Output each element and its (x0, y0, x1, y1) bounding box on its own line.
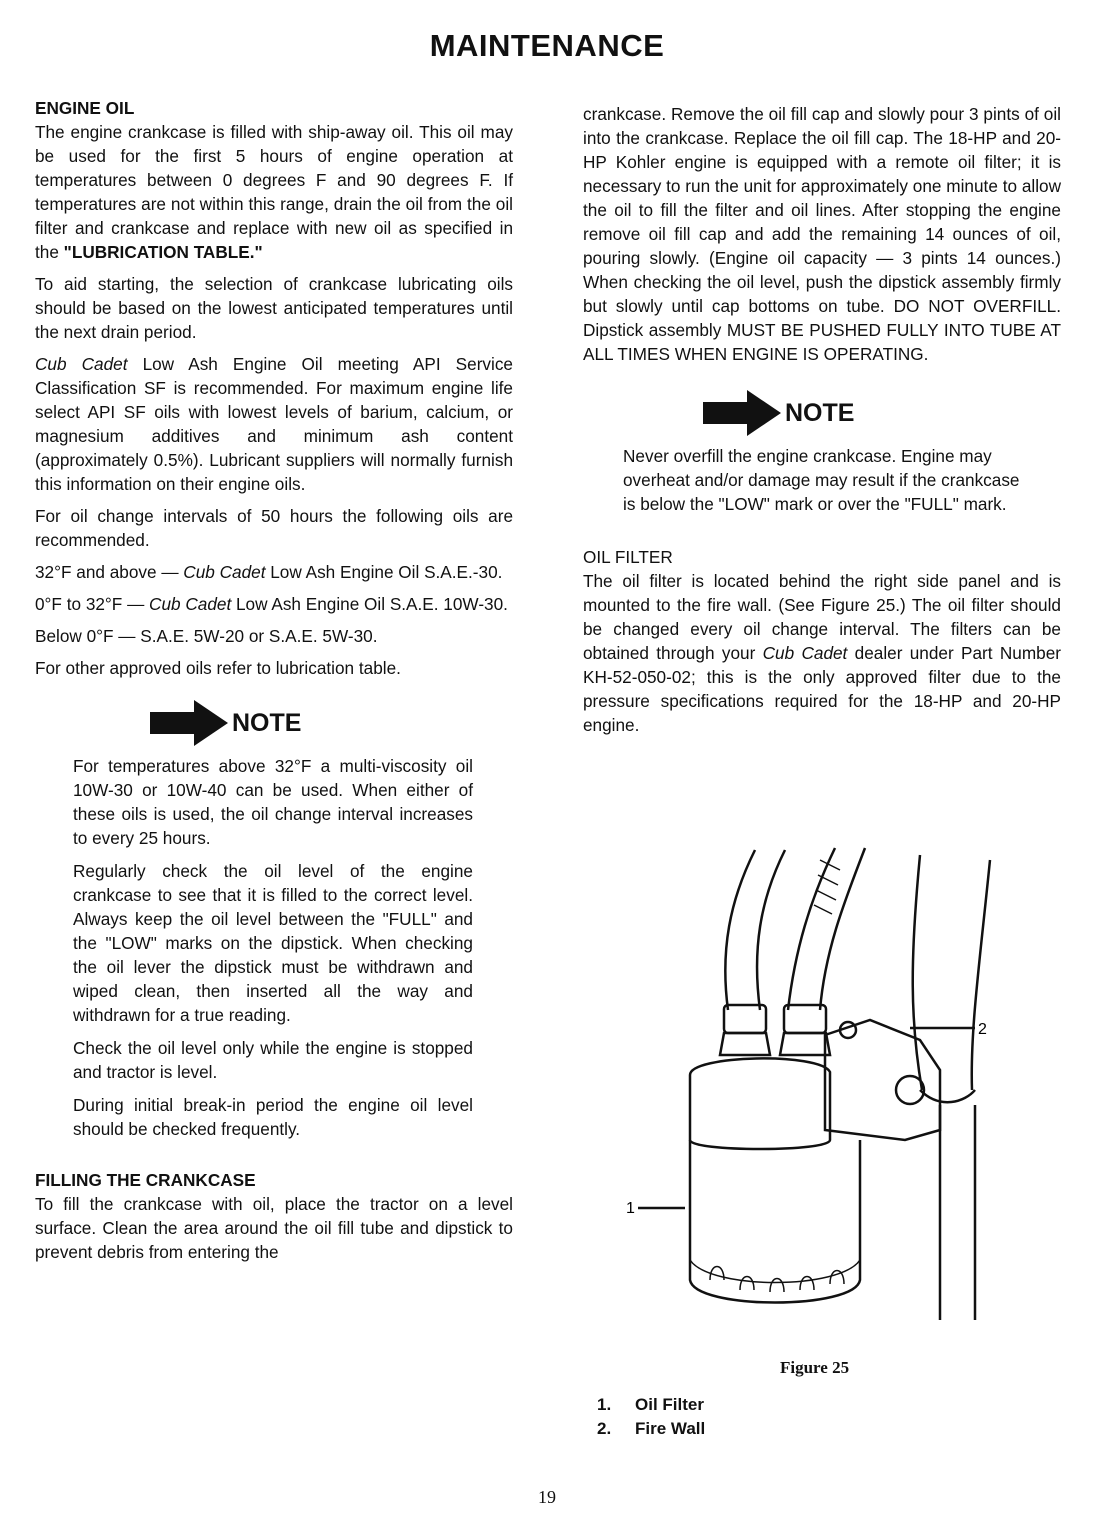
note-label: NOTE (785, 399, 855, 427)
page-number: 19 (538, 1487, 556, 1507)
callout-1: 1 (626, 1200, 635, 1217)
oil-filter-paragraph: The oil filter is located behind the right side panel and is mounted to the fire wall. (See Figure 25.) The oil filter should be changed every oil change interval. The filters can be obtained through your Cub Cadet dealer under Part Number KH-52-050-02; this is the only approved filter due to the pressure specifications required for the 18-HP and 20-HP engine. (583, 571, 1061, 735)
oil-spec-0f-to-32f: 0°F to 32°F — Cub Cadet Low Ash Engine Oil S.A.E. 10W-30. (35, 594, 508, 614)
note-body-left (73, 754, 473, 1141)
engine-oil-paragraph-2: To aid starting, the selection of crankcase lubricating oils should be based on the lowest anticipated temperatures until the next drain period. (35, 274, 513, 342)
engine-oil-paragraph-1: The engine crankcase is filled with ship-away oil. This oil may be used for the first 5 hours of engine operation at temperatures between 0 degrees F and 90 degrees F. If temperatures are not within this range, drain the oil from the oil filter and crankcase and replace with new oil as specified in the "LUBRICATION TABLE." (35, 122, 513, 262)
lubrication-table-ref: "LUBRICATION TABLE." (63, 242, 263, 262)
note-left-paragraph-3: Check the oil level only while the engine is stopped and tractor is level. (73, 1038, 473, 1082)
legend-item: 1. Oil Filter (597, 1395, 704, 1414)
filling-paragraph-left: To fill the crankcase with oil, place the tractor on a level surface. Clean the area around the oil fill tube and dipstick to prevent debris from entering the (35, 1194, 513, 1262)
engine-oil-paragraph-4: For oil change intervals of 50 hours the following oils are recommended. (35, 506, 513, 550)
arrow-right-icon (150, 700, 228, 746)
note-left-paragraph-4: During initial break-in period the engine oil level should be checked frequently. (73, 1095, 473, 1139)
right-column (583, 102, 1061, 745)
oil-spec-32f-above: 32°F and above — Cub Cadet Low Ash Engine Oil S.A.E.-30. (35, 562, 503, 582)
oil-filter-heading: OIL FILTER (583, 547, 673, 567)
note-right-paragraph-1: Never overfill the engine crankcase. Engine may overheat and/or damage may result if the crankcase is below the "LOW" mark or over the "FULL" mark. (623, 446, 1020, 514)
arrow-right-icon (703, 390, 781, 436)
note-left-paragraph-1: For temperatures above 32°F a multi-viscosity oil 10W-30 or 10W-40 can be used. When either of these oils is used, the oil change interval increases to every 25 hours. (73, 756, 473, 848)
oil-spec-below-0f: Below 0°F — S.A.E. 5W-20 or S.A.E. 5W-30. (35, 626, 378, 646)
note-header-right (703, 390, 1061, 436)
note-body-right (623, 444, 1023, 516)
oil-spec-other: For other approved oils refer to lubrication table. (35, 658, 401, 678)
oil-filter-illustration (620, 840, 1020, 1340)
brand-name: Cub Cadet (35, 354, 128, 374)
legend-item: 2. Fire Wall (597, 1419, 706, 1438)
page-title: MAINTENANCE (429, 28, 665, 63)
filling-paragraph-right: crankcase. Remove the oil fill cap and slowly pour 3 pints of oil into the crankcase. Replace the oil fill cap. The 18-HP and 20-HP Kohler engine is equipped with a remote oil filter; it is necessary to run the unit for approximately one minute to allow the oil to fill the filter and oil lines. After stopping the engine remove oil fill cap and add the remaining 14 ounces of oil, pouring slowly. (Engine oil capacity — 3 pints 14 ounces.) When checking the oil level, push the dipstick assembly firmly but slowly until cap bottoms on tube. DO NOT OVERFILL. Dipstick assembly MUST BE PUSHED FULLY INTO TUBE AT ALL TIMES WHEN ENGINE IS OPERATING. (583, 104, 1061, 364)
left-column (35, 96, 513, 1272)
engine-oil-heading: ENGINE OIL (35, 98, 135, 118)
note-header-left (150, 700, 513, 746)
figure-caption: Figure 25 (780, 1358, 850, 1377)
note-label: NOTE (232, 709, 302, 737)
engine-oil-paragraph-3: Cub Cadet Low Ash Engine Oil meeting API Service Classification SF is recommended. For maximum engine life select API SF oils with lowest levels of barium, calcium, or magnesium additives and minimum ash content (approximately 0.5%). Lubricant suppliers will normally furnish this information on their engine oils. (35, 354, 513, 494)
figure-legend (597, 1393, 705, 1441)
callout-2: 2 (978, 1021, 987, 1038)
note-left-paragraph-2: Regularly check the oil level of the engine crankcase to see that it is filled to the correct level. Always keep the oil level between the "FULL" and the "LOW" marks on the dipstick. When checking the oil lever the dipstick must be withdrawn and wiped clean, then inserted all the way and withdrawn for a true reading. (73, 861, 473, 1025)
filling-crankcase-heading: FILLING THE CRANKCASE (35, 1170, 256, 1190)
